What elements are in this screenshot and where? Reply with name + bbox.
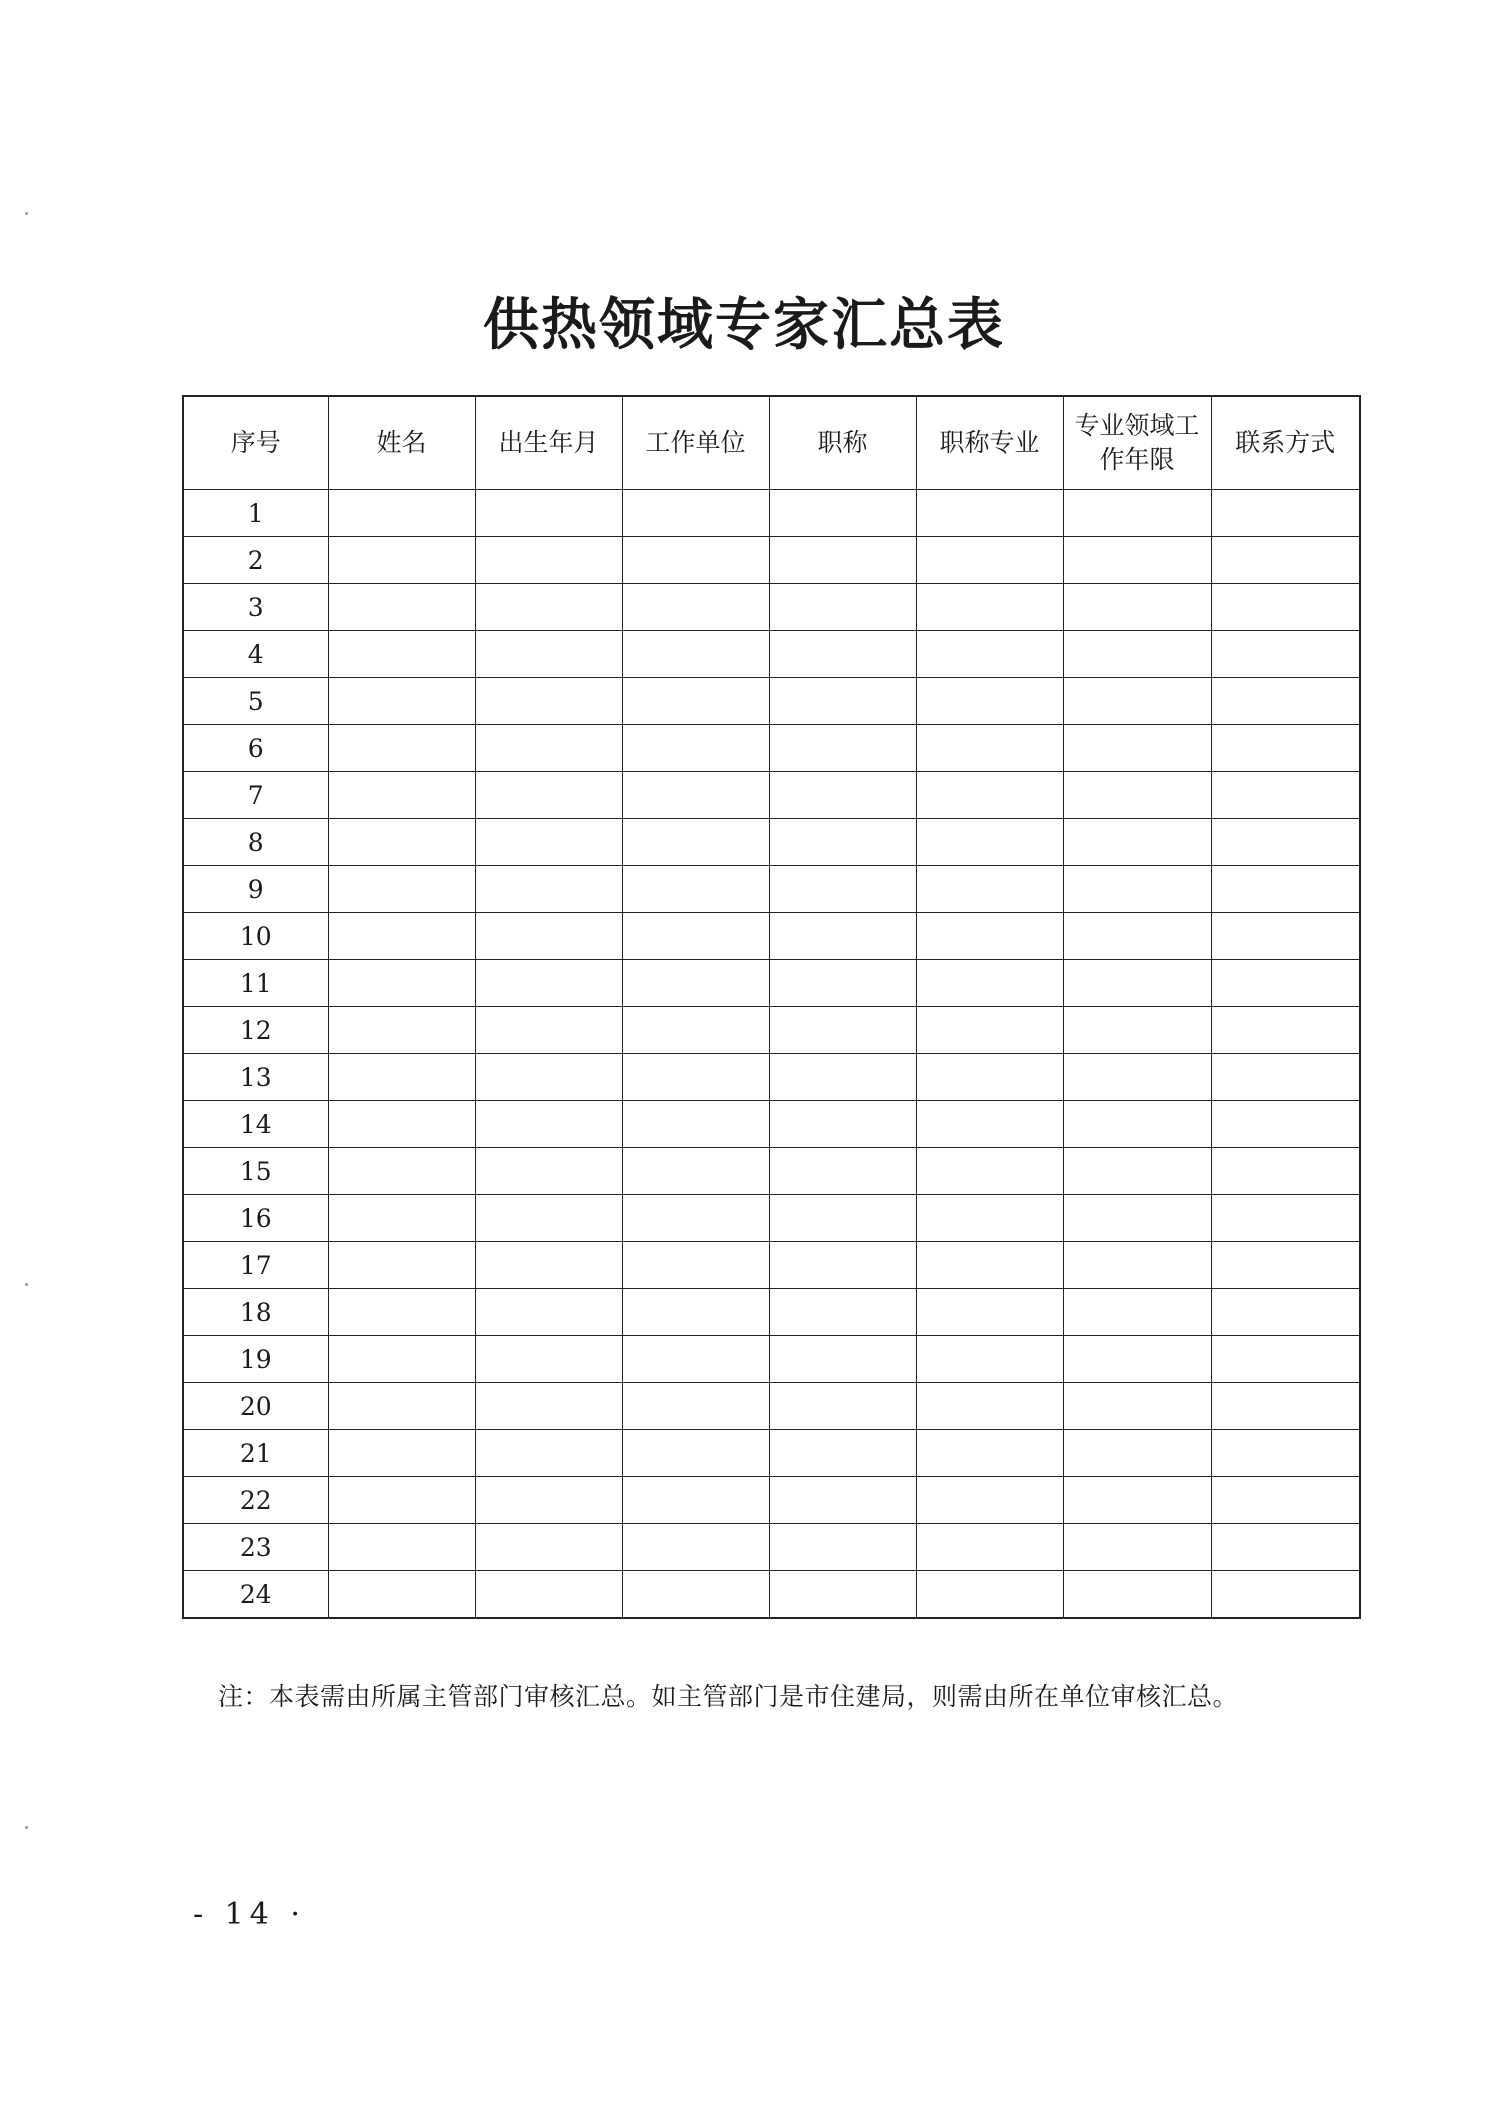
birth-date-cell xyxy=(475,1195,622,1242)
work-unit-cell xyxy=(622,1101,769,1148)
contact-cell xyxy=(1211,1524,1360,1571)
title-cell xyxy=(769,1524,916,1571)
name-cell xyxy=(328,1007,475,1054)
table-row xyxy=(183,913,1360,960)
title-cell xyxy=(769,584,916,631)
birth-date-cell xyxy=(475,1571,622,1619)
years-cell xyxy=(1063,584,1211,631)
serial-number-cell: 18 xyxy=(183,1289,328,1336)
page-number: - 14 · xyxy=(193,1897,306,1932)
contact-cell xyxy=(1211,725,1360,772)
name-cell xyxy=(328,725,475,772)
table-row xyxy=(183,1148,1360,1195)
birth-date-cell xyxy=(475,1054,622,1101)
name-cell xyxy=(328,678,475,725)
name-cell xyxy=(328,1336,475,1383)
table-row xyxy=(183,1054,1360,1101)
page-title: 供热领域专家汇总表 xyxy=(483,292,1005,358)
contact-cell xyxy=(1211,490,1360,537)
birth-date-cell xyxy=(475,1336,622,1383)
table-row xyxy=(183,1336,1360,1383)
birth-date-cell xyxy=(475,913,622,960)
name-cell xyxy=(328,772,475,819)
contact-cell xyxy=(1211,960,1360,1007)
contact-cell xyxy=(1211,537,1360,584)
serial-number-cell: 19 xyxy=(183,1336,328,1383)
title-cell xyxy=(769,1430,916,1477)
name-cell xyxy=(328,1383,475,1430)
specialty-cell xyxy=(916,537,1063,584)
contact-cell xyxy=(1211,1383,1360,1430)
contact-cell xyxy=(1211,866,1360,913)
birth-date-cell xyxy=(475,819,622,866)
birth-date-cell xyxy=(475,1101,622,1148)
birth-date-cell xyxy=(475,1383,622,1430)
title-cell xyxy=(769,725,916,772)
title-cell xyxy=(769,631,916,678)
work-unit-cell xyxy=(622,725,769,772)
title-cell xyxy=(769,1571,916,1619)
serial-number-cell: 12 xyxy=(183,1007,328,1054)
name-cell xyxy=(328,960,475,1007)
table-body xyxy=(183,490,1360,1619)
specialty-cell xyxy=(916,725,1063,772)
work-unit-cell xyxy=(622,819,769,866)
years-cell xyxy=(1063,960,1211,1007)
work-unit-cell xyxy=(622,1148,769,1195)
table-row xyxy=(183,1477,1360,1524)
work-unit-cell xyxy=(622,913,769,960)
years-cell xyxy=(1063,631,1211,678)
years-cell xyxy=(1063,1571,1211,1619)
birth-date-cell xyxy=(475,1289,622,1336)
years-cell xyxy=(1063,537,1211,584)
serial-number-cell: 21 xyxy=(183,1430,328,1477)
name-cell xyxy=(328,1195,475,1242)
contact-cell xyxy=(1211,1054,1360,1101)
work-unit-cell xyxy=(622,960,769,1007)
serial-number-cell: 8 xyxy=(183,819,328,866)
specialty-cell xyxy=(916,678,1063,725)
specialty-cell xyxy=(916,772,1063,819)
name-cell xyxy=(328,1054,475,1101)
work-unit-cell xyxy=(622,1242,769,1289)
contact-cell xyxy=(1211,1477,1360,1524)
years-cell xyxy=(1063,725,1211,772)
table-row xyxy=(183,1195,1360,1242)
serial-number-cell: 9 xyxy=(183,866,328,913)
title-cell xyxy=(769,1101,916,1148)
years-cell xyxy=(1063,678,1211,725)
table-row xyxy=(183,1007,1360,1054)
table-row xyxy=(183,960,1360,1007)
work-unit-cell xyxy=(622,584,769,631)
contact-cell xyxy=(1211,1289,1360,1336)
name-cell xyxy=(328,1289,475,1336)
name-cell xyxy=(328,1148,475,1195)
specialty-cell xyxy=(916,1242,1063,1289)
years-cell xyxy=(1063,1477,1211,1524)
name-cell xyxy=(328,866,475,913)
name-cell xyxy=(328,1524,475,1571)
title-cell xyxy=(769,1148,916,1195)
serial-number-cell: 13 xyxy=(183,1054,328,1101)
serial-number-cell: 14 xyxy=(183,1101,328,1148)
name-cell xyxy=(328,913,475,960)
contact-cell xyxy=(1211,1336,1360,1383)
serial-number-cell: 1 xyxy=(183,490,328,537)
table-row xyxy=(183,772,1360,819)
years-cell xyxy=(1063,1007,1211,1054)
work-unit-cell xyxy=(622,866,769,913)
serial-number-cell: 3 xyxy=(183,584,328,631)
name-cell xyxy=(328,819,475,866)
table-row xyxy=(183,1571,1360,1619)
birth-date-cell xyxy=(475,631,622,678)
expert-summary-table xyxy=(182,395,1361,1619)
specialty-cell xyxy=(916,1383,1063,1430)
header-birth-date: 出生年月 xyxy=(475,396,622,490)
serial-number-cell: 22 xyxy=(183,1477,328,1524)
years-cell xyxy=(1063,1430,1211,1477)
serial-number-cell: 20 xyxy=(183,1383,328,1430)
birth-date-cell xyxy=(475,1477,622,1524)
contact-cell xyxy=(1211,1571,1360,1619)
specialty-cell xyxy=(916,1336,1063,1383)
table-row xyxy=(183,537,1360,584)
serial-number-cell: 23 xyxy=(183,1524,328,1571)
contact-cell xyxy=(1211,1430,1360,1477)
work-unit-cell xyxy=(622,772,769,819)
title-cell xyxy=(769,678,916,725)
specialty-cell xyxy=(916,1524,1063,1571)
work-unit-cell xyxy=(622,1524,769,1571)
birth-date-cell xyxy=(475,725,622,772)
years-cell xyxy=(1063,490,1211,537)
specialty-cell xyxy=(916,1101,1063,1148)
contact-cell xyxy=(1211,913,1360,960)
serial-number-cell: 2 xyxy=(183,537,328,584)
years-cell xyxy=(1063,1524,1211,1571)
work-unit-cell xyxy=(622,1430,769,1477)
specialty-cell xyxy=(916,1430,1063,1477)
years-cell xyxy=(1063,772,1211,819)
years-cell xyxy=(1063,866,1211,913)
name-cell xyxy=(328,1430,475,1477)
contact-cell xyxy=(1211,584,1360,631)
contact-cell xyxy=(1211,678,1360,725)
serial-number-cell: 10 xyxy=(183,913,328,960)
header-work-unit: 工作单位 xyxy=(622,396,769,490)
serial-number-cell: 4 xyxy=(183,631,328,678)
serial-number-cell: 6 xyxy=(183,725,328,772)
work-unit-cell xyxy=(622,1336,769,1383)
work-unit-cell xyxy=(622,1007,769,1054)
work-unit-cell xyxy=(622,1477,769,1524)
specialty-cell xyxy=(916,631,1063,678)
title-cell xyxy=(769,913,916,960)
margin-mark xyxy=(25,1283,28,1286)
contact-cell xyxy=(1211,772,1360,819)
specialty-cell xyxy=(916,584,1063,631)
birth-date-cell xyxy=(475,490,622,537)
birth-date-cell xyxy=(475,1148,622,1195)
contact-cell xyxy=(1211,631,1360,678)
work-unit-cell xyxy=(622,1571,769,1619)
contact-cell xyxy=(1211,1195,1360,1242)
work-unit-cell xyxy=(622,1289,769,1336)
contact-cell xyxy=(1211,1148,1360,1195)
title-cell xyxy=(769,1477,916,1524)
specialty-cell xyxy=(916,819,1063,866)
years-cell xyxy=(1063,1195,1211,1242)
table-row xyxy=(183,1524,1360,1571)
table-row xyxy=(183,866,1360,913)
years-cell xyxy=(1063,1242,1211,1289)
years-cell xyxy=(1063,1383,1211,1430)
work-unit-cell xyxy=(622,1054,769,1101)
work-unit-cell xyxy=(622,678,769,725)
specialty-cell xyxy=(916,1195,1063,1242)
table-row xyxy=(183,819,1360,866)
margin-mark xyxy=(25,1826,28,1829)
birth-date-cell xyxy=(475,1430,622,1477)
title-cell xyxy=(769,866,916,913)
birth-date-cell xyxy=(475,866,622,913)
years-cell xyxy=(1063,819,1211,866)
years-cell xyxy=(1063,1054,1211,1101)
specialty-cell xyxy=(916,1477,1063,1524)
years-cell xyxy=(1063,1148,1211,1195)
margin-mark xyxy=(25,212,28,215)
name-cell xyxy=(328,1571,475,1619)
title-cell xyxy=(769,772,916,819)
work-unit-cell xyxy=(622,537,769,584)
name-cell xyxy=(328,631,475,678)
specialty-cell xyxy=(916,866,1063,913)
table-row xyxy=(183,631,1360,678)
work-unit-cell xyxy=(622,631,769,678)
header-years-in-field xyxy=(1063,396,1211,490)
specialty-cell xyxy=(916,1054,1063,1101)
header-name: 姓名 xyxy=(328,396,475,490)
title-cell xyxy=(769,1054,916,1101)
contact-cell xyxy=(1211,819,1360,866)
birth-date-cell xyxy=(475,960,622,1007)
years-cell xyxy=(1063,1101,1211,1148)
work-unit-cell xyxy=(622,1195,769,1242)
birth-date-cell xyxy=(475,678,622,725)
specialty-cell xyxy=(916,1571,1063,1619)
title-cell xyxy=(769,1242,916,1289)
serial-number-cell: 7 xyxy=(183,772,328,819)
birth-date-cell xyxy=(475,1524,622,1571)
table-row xyxy=(183,725,1360,772)
years-cell xyxy=(1063,1289,1211,1336)
serial-number-cell: 24 xyxy=(183,1571,328,1619)
title-cell xyxy=(769,960,916,1007)
title-cell xyxy=(769,1289,916,1336)
name-cell xyxy=(328,537,475,584)
name-cell xyxy=(328,490,475,537)
serial-number-cell: 16 xyxy=(183,1195,328,1242)
table-row xyxy=(183,1383,1360,1430)
title-cell xyxy=(769,819,916,866)
table-header-row xyxy=(183,396,1360,490)
contact-cell xyxy=(1211,1007,1360,1054)
birth-date-cell xyxy=(475,1242,622,1289)
serial-number-cell: 15 xyxy=(183,1148,328,1195)
years-cell xyxy=(1063,913,1211,960)
birth-date-cell xyxy=(475,537,622,584)
name-cell xyxy=(328,584,475,631)
title-cell xyxy=(769,1007,916,1054)
specialty-cell xyxy=(916,960,1063,1007)
contact-cell xyxy=(1211,1242,1360,1289)
contact-cell xyxy=(1211,1101,1360,1148)
name-cell xyxy=(328,1242,475,1289)
expert-summary-table-container xyxy=(182,395,1359,1619)
table-row xyxy=(183,1430,1360,1477)
work-unit-cell xyxy=(622,490,769,537)
specialty-cell xyxy=(916,1289,1063,1336)
birth-date-cell xyxy=(475,772,622,819)
serial-number-cell: 5 xyxy=(183,678,328,725)
table-row xyxy=(183,1242,1360,1289)
name-cell xyxy=(328,1101,475,1148)
table-row xyxy=(183,584,1360,631)
header-years-in-field-label: 专业领域工作年限 xyxy=(1074,411,1200,474)
table-row xyxy=(183,490,1360,537)
years-cell xyxy=(1063,1336,1211,1383)
table-row xyxy=(183,1101,1360,1148)
specialty-cell xyxy=(916,1148,1063,1195)
table-row xyxy=(183,1289,1360,1336)
specialty-cell xyxy=(916,1007,1063,1054)
birth-date-cell xyxy=(475,584,622,631)
specialty-cell xyxy=(916,490,1063,537)
specialty-cell xyxy=(916,913,1063,960)
serial-number-cell: 17 xyxy=(183,1242,328,1289)
header-contact: 联系方式 xyxy=(1211,396,1360,490)
table-row xyxy=(183,678,1360,725)
title-cell xyxy=(769,1195,916,1242)
header-professional-title: 职称 xyxy=(769,396,916,490)
header-serial-number: 序号 xyxy=(183,396,328,490)
title-cell xyxy=(769,537,916,584)
title-cell xyxy=(769,490,916,537)
table-note: 注：本表需由所属主管部门审核汇总。如主管部门是市住建局，则需由所在单位审核汇总。 xyxy=(218,1682,1239,1711)
work-unit-cell xyxy=(622,1383,769,1430)
header-title-specialty: 职称专业 xyxy=(916,396,1063,490)
name-cell xyxy=(328,1477,475,1524)
birth-date-cell xyxy=(475,1007,622,1054)
serial-number-cell: 11 xyxy=(183,960,328,1007)
title-cell xyxy=(769,1336,916,1383)
title-cell xyxy=(769,1383,916,1430)
